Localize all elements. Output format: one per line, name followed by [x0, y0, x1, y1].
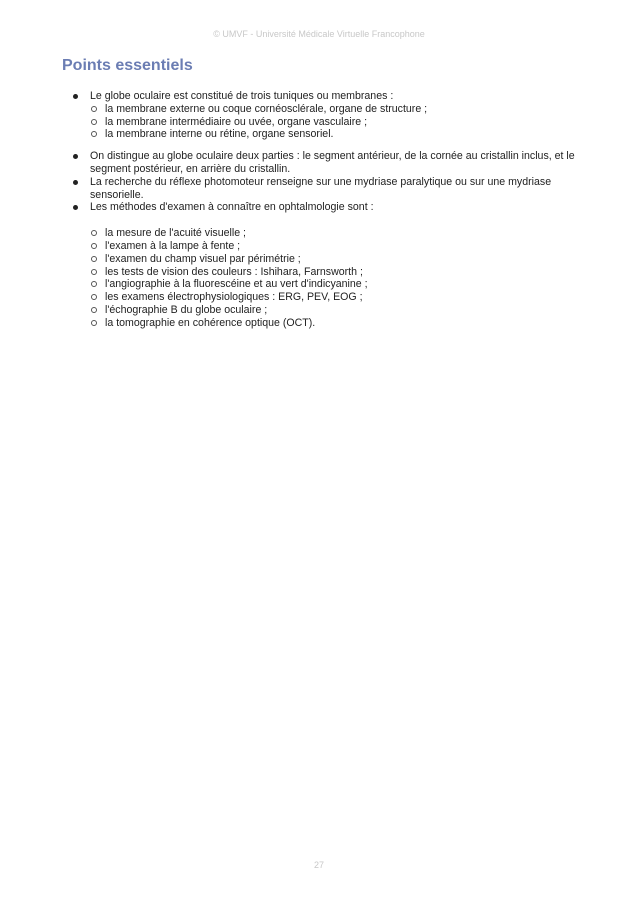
sub-item: les tests de vision des couleurs : Ishihara, Farnsworth ; — [90, 266, 582, 279]
page-number: 27 — [313, 860, 324, 870]
sub-item: la membrane externe ou coque cornéosclérale, organe de structure ; — [90, 103, 582, 116]
sub-list — [90, 227, 582, 329]
bullet-item — [62, 150, 582, 176]
bullet-item — [62, 176, 582, 202]
bullet-text: Le globe oculaire est constitué de trois tuniques ou membranes : — [90, 90, 394, 102]
sub-item: la tomographie en cohérence optique (OCT). — [90, 317, 582, 330]
bullet-item — [62, 201, 582, 329]
bullet-list — [62, 90, 582, 330]
bullet-text: La recherche du réflexe photomoteur renseigne sur une mydriase paralytique ou sur une mydriase sensorielle. — [90, 175, 552, 201]
sub-item: la membrane interne ou rétine, organe sensoriel. — [90, 128, 582, 141]
sub-item: l'examen du champ visuel par périmétrie ; — [90, 253, 582, 266]
key-points — [62, 90, 582, 330]
sub-item: les examens électrophysiologiques : ERG, PEV, EOG ; — [90, 291, 582, 304]
sub-list — [90, 103, 582, 141]
sub-item: la membrane intermédiaire ou uvée, organe vasculaire ; — [90, 116, 582, 129]
section-title: Points essentiels — [62, 57, 193, 74]
bullet-text: Les méthodes d'examen à connaître en ophtalmologie sont : — [90, 201, 374, 214]
sub-item: l'examen à la lampe à fente ; — [90, 240, 582, 253]
sub-item: la mesure de l'acuité visuelle ; — [90, 227, 582, 240]
sub-item: l'angiographie à la fluorescéine et au vert d'indicyanine ; — [90, 278, 582, 291]
sub-item: l'échographie B du globe oculaire ; — [90, 304, 582, 317]
bullet-item — [62, 90, 582, 141]
page-header: © UMVF - Université Médicale Virtuelle Francophone — [213, 29, 425, 39]
bullet-text: On distingue au globe oculaire deux parties : le segment antérieur, de la cornée au cristallin inclus, et le segment postérieur, en arrière du cristallin. — [90, 150, 575, 175]
